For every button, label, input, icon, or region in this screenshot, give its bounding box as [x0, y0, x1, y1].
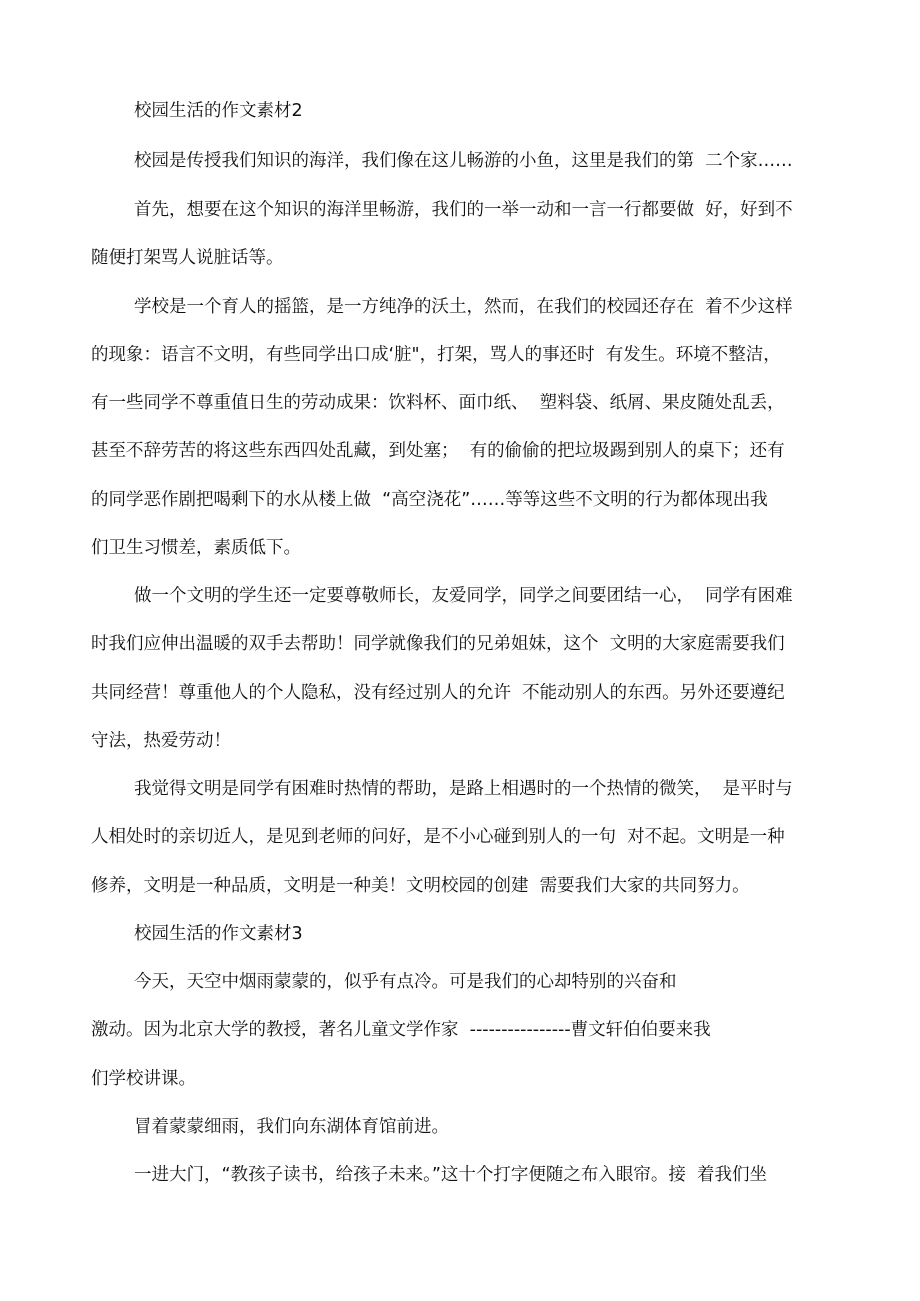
text-line: 冒着蒙蒙细雨，我们向东湖体育馆前进。	[134, 1117, 449, 1137]
text-line: 时我们应伸出温暖的双手去帮助！同学就像我们的兄弟姐妹，这个 文明的大家庭需要我们	[91, 634, 785, 654]
text-line: 随便打架骂人说脏话等。	[91, 248, 284, 268]
text-line: 今天，天空中烟雨蒙蒙的，似乎有点冷。可是我们的心却特别的兴奋和	[134, 972, 677, 992]
text-line: 修养，文明是一种品质，文明是一种美！文明校园的创建 需要我们大家的共同努力。	[91, 876, 750, 896]
text-line: 们学校讲课。	[91, 1069, 196, 1089]
text-line: 的现象：语言不文明，有些同学出口成‘脏"，打架，骂人的事还时 有发生。环境不整洁，	[91, 345, 781, 365]
text-line: 激动。因为北京大学的教授，著名儿童文学作家 ----------------曹文轩伯伯要来我	[91, 1020, 711, 1040]
text-line: 校园是传授我们知识的海洋，我们像在这儿畅游的小鱼，这里是我们的第 二个家……	[134, 151, 793, 171]
text-line: 的同学恶作剧把喝剩下的水从楼上做 “高空浇花”……等等这些不文明的行为都体现出我	[91, 490, 768, 510]
text-line: 我觉得文明是同学有困难时热情的帮助，是路上相遇时的一个热情的微笑， 是平时与	[134, 779, 793, 799]
text-line: 们卫生习惯差，素质低下。	[91, 538, 301, 558]
text-line: 做一个文明的学生还一定要尊敬师长，友爱同学，同学之间要团结一心， 同学有困难	[134, 586, 793, 606]
text-line: 甚至不辞劳苦的将这些东西四处乱藏，到处塞； 有的偷偷的把垃圾踢到别人的桌下；还有	[91, 441, 785, 461]
text-line: 首先，想要在这个知识的海洋里畅游，我们的一举一动和一言一行都要做 好，好到不	[134, 200, 793, 220]
text-line: 学校是一个育人的摇篮，是一方纯净的沃土，然而，在我们的校园还存在 着不少这样	[134, 297, 793, 317]
section-heading-3: 校园生活的作文素材3	[134, 924, 303, 944]
text-line: 有一些同学不尊重值日生的劳动成果：饮料杯、面巾纸、 塑料袋、纸屑、果皮随处乱丢，	[91, 393, 785, 413]
text-line: 一进大门，“教孩子读书，给孩子未来。”这十个打字便随之布入眼帘。接 着我们坐	[134, 1165, 768, 1185]
text-line: 守法，热爱劳动！	[91, 731, 231, 751]
text-line: 人相处时的亲切近人，是见到老师的问好，是不小心碰到别人的一句 对不起。文明是一种	[91, 827, 785, 847]
text-line: 共同经营！尊重他人的个人隐私，没有经过别人的允许 不能动别人的东西。另外还要遵纪	[91, 683, 785, 703]
section-heading-2: 校园生活的作文素材2	[134, 101, 303, 121]
